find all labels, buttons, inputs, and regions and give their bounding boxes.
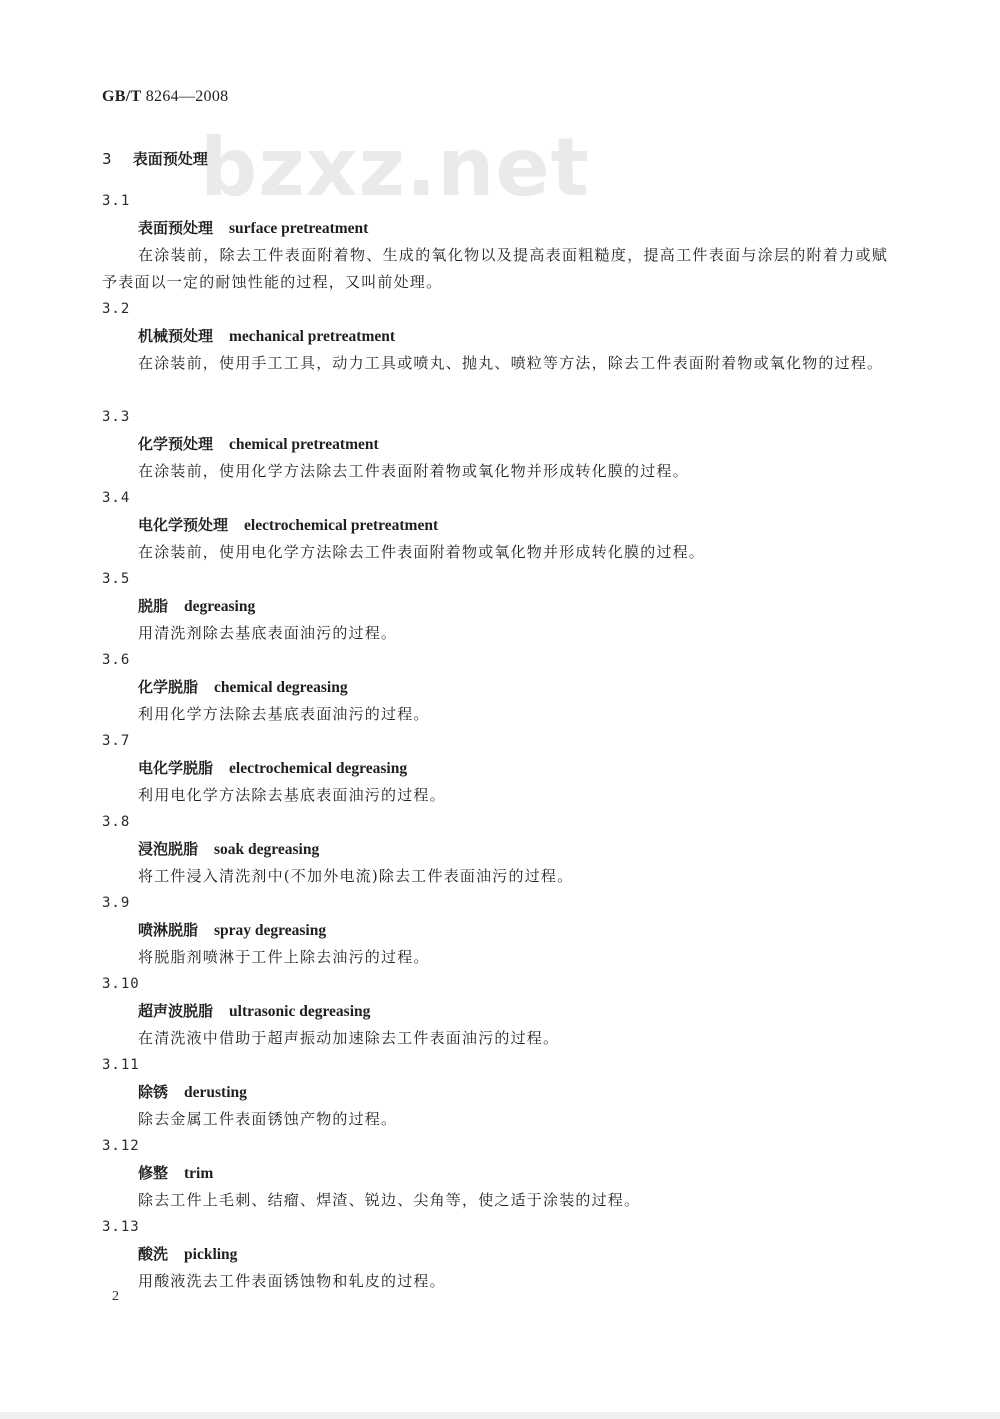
term-chinese: 表面预处理 xyxy=(138,219,214,237)
entry-term xyxy=(138,917,326,944)
entry-definition: 利用电化学方法除去基底表面油污的过程。 xyxy=(138,786,446,804)
term-entry xyxy=(0,647,1000,728)
entry-definition: 利用化学方法除去基底表面油污的过程。 xyxy=(138,705,430,723)
term-english: chemical pretreatment xyxy=(229,436,379,453)
term-entry xyxy=(0,809,1000,890)
term-chinese: 脱脂 xyxy=(138,597,169,615)
standard-header xyxy=(102,88,228,106)
entry-term xyxy=(138,998,370,1025)
standard-number: 8264—2008 xyxy=(145,88,229,105)
entry-definition: 用清洗剂除去基底表面油污的过程。 xyxy=(138,624,398,642)
term-chinese: 电化学预处理 xyxy=(138,516,229,534)
term-entry xyxy=(0,1133,1000,1214)
term-english: ultrasonic degreasing xyxy=(229,1003,371,1020)
entry-term xyxy=(138,593,255,620)
term-entry xyxy=(0,188,1000,296)
entry-definition: 在清洗液中借助于超声振动加速除去工件表面油污的过程。 xyxy=(138,1029,560,1047)
term-chinese: 超声波脱脂 xyxy=(138,1002,214,1020)
term-chinese: 浸泡脱脂 xyxy=(138,840,199,858)
watermark: bzxz.net xyxy=(200,121,590,214)
entry-number: 3.12 xyxy=(102,1138,140,1154)
entry-term xyxy=(138,1160,213,1187)
term-entry xyxy=(0,890,1000,971)
term-english: derusting xyxy=(184,1084,247,1101)
entry-number: 3.1 xyxy=(102,193,131,209)
entry-definition: 除去金属工件表面锈蚀产物的过程。 xyxy=(138,1110,398,1128)
term-entry xyxy=(0,1214,1000,1295)
entry-definition: 在涂装前，使用化学方法除去工件表面附着物或氧化物并形成转化膜的过程。 xyxy=(138,462,689,480)
term-english: surface pretreatment xyxy=(229,220,369,237)
term-chinese: 电化学脱脂 xyxy=(138,759,214,777)
term-entry xyxy=(0,971,1000,1052)
entry-term xyxy=(138,323,395,350)
entry-number: 3.11 xyxy=(102,1057,140,1073)
entry-term xyxy=(138,755,407,782)
entry-term xyxy=(138,512,438,539)
entry-number: 3.13 xyxy=(102,1219,140,1235)
entry-definition: 用酸液洗去工件表面锈蚀物和轧皮的过程。 xyxy=(138,1272,446,1290)
term-english: mechanical pretreatment xyxy=(229,328,396,345)
term-entry xyxy=(0,296,1000,404)
term-chinese: 化学预处理 xyxy=(138,435,214,453)
section-number: 3 xyxy=(102,150,112,168)
term-english: trim xyxy=(184,1165,214,1182)
entry-number: 3.2 xyxy=(102,301,131,317)
term-chinese: 除锈 xyxy=(138,1083,169,1101)
page-number: 2 xyxy=(112,1289,119,1304)
entry-term xyxy=(138,674,348,701)
entry-number: 3.8 xyxy=(102,814,131,830)
term-entry xyxy=(0,566,1000,647)
entry-number: 3.3 xyxy=(102,409,131,425)
bottom-edge xyxy=(0,1412,1000,1419)
entry-definition: 在涂装前，使用手工工具，动力工具或喷丸、抛丸、喷粒等方法，除去工件表面附着物或氧化物的过程。 xyxy=(138,354,884,372)
term-entry xyxy=(0,728,1000,809)
standard-code: GB/T xyxy=(102,88,142,105)
term-entry xyxy=(0,1052,1000,1133)
entry-term xyxy=(138,836,319,863)
entry-term xyxy=(138,431,379,458)
term-entry xyxy=(0,485,1000,566)
term-english: degreasing xyxy=(184,598,256,615)
term-english: spray degreasing xyxy=(214,922,327,939)
entry-definition: 在涂装前，使用电化学方法除去工件表面附着物或氧化物并形成转化膜的过程。 xyxy=(138,543,706,561)
entry-number: 3.10 xyxy=(102,976,140,992)
entry-definition: 将工件浸入清洗剂中(不加外电流)除去工件表面油污的过程。 xyxy=(138,867,574,885)
term-english: chemical degreasing xyxy=(214,679,348,696)
term-english: electrochemical pretreatment xyxy=(244,517,439,534)
section-heading xyxy=(102,148,208,169)
term-english: soak degreasing xyxy=(214,841,320,858)
entry-definition: 将脱脂剂喷淋于工件上除去油污的过程。 xyxy=(138,948,430,966)
entry-number: 3.5 xyxy=(102,571,131,587)
term-entry xyxy=(0,404,1000,485)
entry-definition: 在涂装前，除去工件表面附着物、生成的氧化物以及提高表面粗糙度，提高工件表面与涂层的附着力或赋予表面以一定的耐蚀性能的过程，又叫前处理。 xyxy=(102,246,888,291)
entry-number: 3.4 xyxy=(102,490,131,506)
entry-number: 3.7 xyxy=(102,733,131,749)
entry-term xyxy=(138,215,368,242)
entry-term xyxy=(138,1241,237,1268)
term-english: electrochemical degreasing xyxy=(229,760,408,777)
entry-number: 3.9 xyxy=(102,895,131,911)
entry-number: 3.6 xyxy=(102,652,131,668)
term-chinese: 机械预处理 xyxy=(138,327,214,345)
section-title: 表面预处理 xyxy=(132,150,208,168)
term-chinese: 修整 xyxy=(138,1164,169,1182)
term-chinese: 化学脱脂 xyxy=(138,678,199,696)
entry-definition: 除去工件上毛刺、结瘤、焊渣、锐边、尖角等，使之适于涂装的过程。 xyxy=(138,1191,641,1209)
term-chinese: 酸洗 xyxy=(138,1245,169,1263)
term-chinese: 喷淋脱脂 xyxy=(138,921,199,939)
entry-term xyxy=(138,1079,247,1106)
term-english: pickling xyxy=(184,1246,238,1263)
